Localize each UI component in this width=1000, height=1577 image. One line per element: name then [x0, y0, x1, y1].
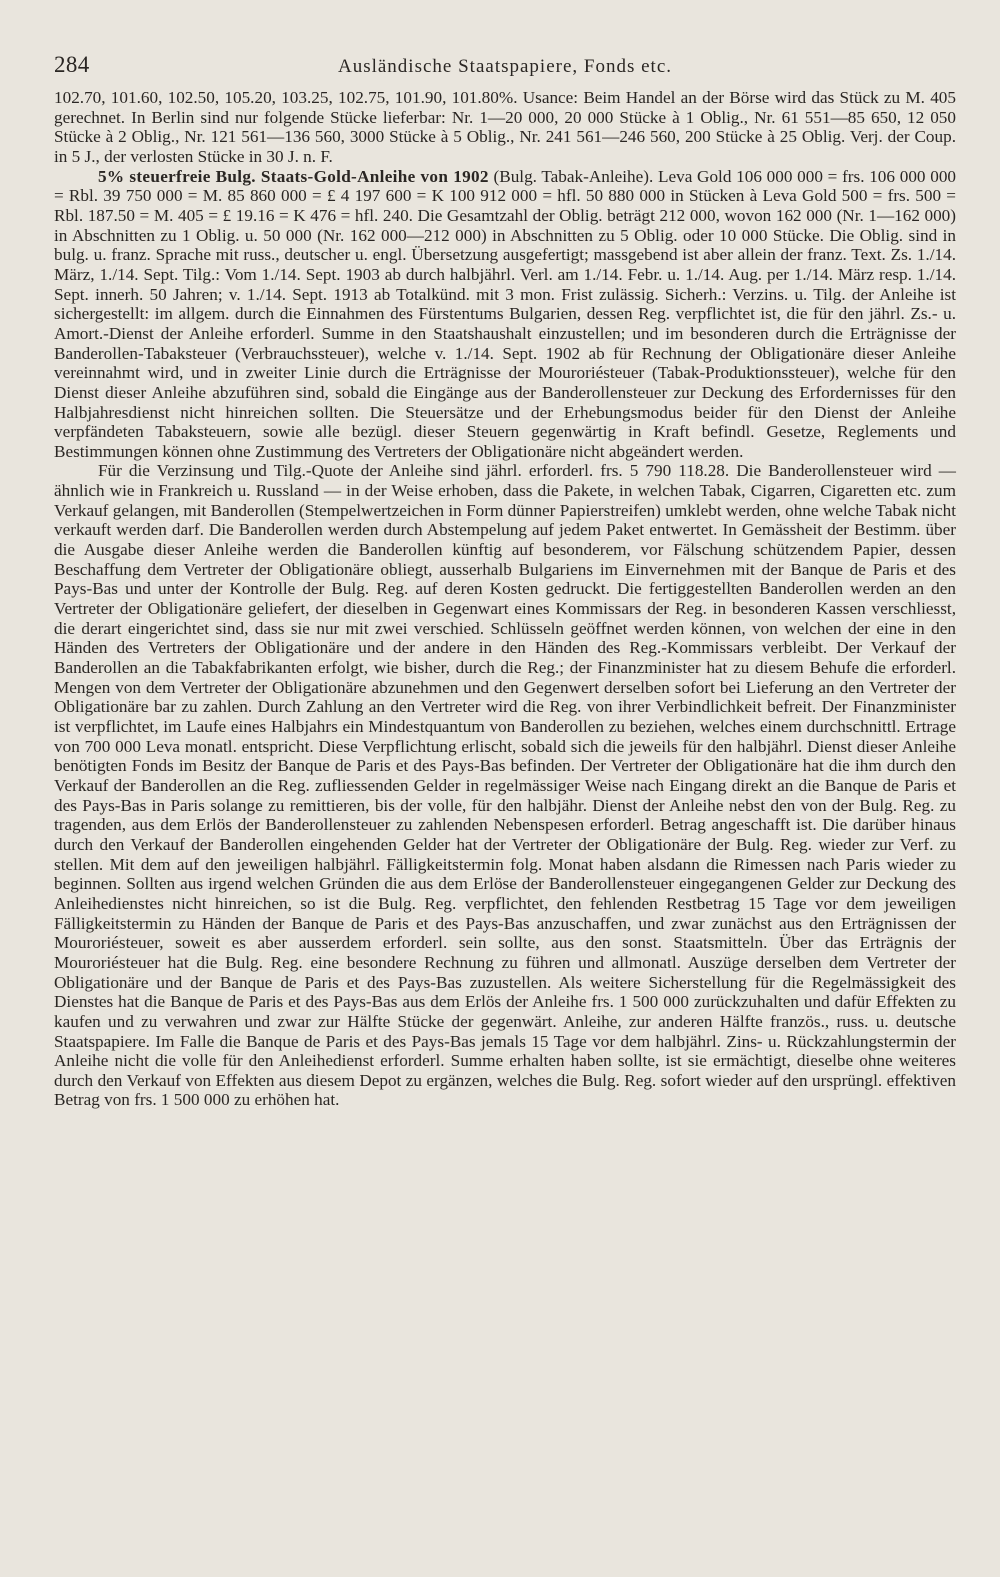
paragraph-bond-entry — [54, 167, 956, 462]
page-body — [54, 88, 956, 1110]
bond-entry-text: (Bulg. Tabak-Anleihe). Leva Gold 106 000 000 = frs. 106 000 000 = Rbl. 39 750 000 = M. 85 860 000 = £ 4 197 600 = K 100 912 000 = hfl. 50 880 000 in Stücken à Leva Gold 500 = frs. 500 = Rbl. 187.50 = M. 405 = £ 19.16 = K 476 = hfl. 240. Die Gesamtzahl der Oblig. beträgt 212 000, wovon 162 000 (Nr. 1—162 000) in Abschnitten zu 1 Oblig. u. 50 000 (Nr. 162 000—212 000) in Abschnitten zu 5 Oblig. oder 10 000 Stücke. Die Oblig. sind in bulg. u. franz. Sprache mit russ., deutscher u. engl. Übersetzung ausgefertigt; massgebend ist aber allein der franz. Text. Zs. 1./14. März, 1./14. Sept. Tilg.: Vom 1./14. Sept. 1903 ab durch halbjährl. Verl. am 1./14. Febr. u. 1./14. Aug. per 1./14. März resp. 1./14. Sept. innerh. 50 Jahren; v. 1./14. Sept. 1913 ab Totalkünd. mit 3 mon. Frist zulässig. Sicherh.: Verzins. u. Tilg. der Anleihe ist sichergestellt: im allgem. durch die Einnahmen des Fürstentums Bulgarien, dessen Reg. verpflichtet ist, die für den jährl. Zs.- u. Amort.-Dienst der Anleihe erforderl. Summe in den Staatshaushalt einzustellen; und im besonderen durch die Erträgnisse der Banderollen-Tabaksteuer (Verbrauchssteuer), welche v. 1./14. Sept. 1902 ab für Rechnung der Obligationäre dieser Anleihe vereinnahmt wird, und in zweiter Linie durch die Erträgnisse der Mouroriésteuer (Tabak-Produktionssteuer), welche für den Dienst dieser Anleihe abzuführen sind, sobald die Eingänge aus der Banderollensteuer zur Deckung des Erfordernisses für den Halbjahresdienst nicht hinreichen sollten. Die Steuersätze und der Erhebungsmodus beider für den Dienst der Anleihe verpfändeten Tabaksteuern, sowie alle bezügl. dieser Steuern gegenwärtig in Kraft befindl. Gesetze, Reglements und Bestimmungen können ohne Zustimmung des Vertreters der Obligationäre nicht abgeändert werden. — [54, 166, 957, 461]
paragraph-continuation: 102.70, 101.60, 102.50, 105.20, 103.25, 102.75, 101.90, 101.80%. Usance: Beim Handel an der Börse wird das Stück zu M. 405 gerechnet. In Berlin sind nur folgende Stücke lieferbar: Nr. 1—20 000, 20 000 Stücke à 1 Oblig., Nr. 61 551—85 650, 12 050 Stücke à 2 Oblig., Nr. 121 561—136 560, 3000 Stücke à 5 Oblig., Nr. 241 561—246 560, 200 Stücke à 25 Oblig. Verj. der Coup. in 5 J., der verlosten Stücke in 30 J. n. F. — [54, 88, 956, 166]
bond-entry-heading: 5% steuerfreie Bulg. Staats-Gold-Anleihe von 1902 — [98, 166, 489, 186]
paragraph-banderole-tax: Für die Verzinsung und Tilg.-Quote der Anleihe sind jährl. erforderl. frs. 5 790 118.28. Die Banderollensteuer wird — ähnlich wie in Frankreich u. Russland — in der Weise erhoben, dass die Pakete, in welchen Tabak, Cigarren, Cigaretten etc. zum Verkauf gelangen, mit Banderollen (Stempelwertzeichen in Form dünner Papierstreifen) umklebt werden, ohne welche Tabak nicht verkauft werden darf. Die Banderollen werden durch Abstempelung auf jedem Paket entwertet. In Gemässheit der Bestimm. über die Ausgabe dieser Anleihe werden die Banderollen künftig auf besonderem, vor Fälschung schützendem Papier, dessen Beschaffung dem Vertreter der Obligationäre obliegt, ausserhalb Bulgariens im Einvernehmen mit der Banque de Paris et des Pays-Bas und unter der Kontrolle der Bulg. Reg. auf deren Kosten gedruckt. Die fertiggestellten Banderollen werden an den Vertreter der Obligationäre geliefert, der dieselben in Gegenwart eines Kommissars der Reg. in besonderen Kassen verschliesst, die derart eingerichtet sind, dass sie nur mit zwei verschied. Schlüsseln geöffnet werden können, von welchen der eine in den Händen des Vertreters der Obligationäre und der andere in den Händen des Reg.-Kommissars verbleibt. Der Verkauf der Banderollen an die Tabakfabrikanten erfolgt, wie bisher, durch die Reg.; der Finanzminister hat zu diesem Behufe die erforderl. Mengen von dem Vertreter der Obligationäre abzunehmen und den Gegenwert derselben sofort bei Lieferung an den Vertreter der Obligationäre bar zu zahlen. Durch Zahlung an den Vertreter wird die Reg. von ihrer Verbindlichkeit befreit. Der Finanzminister ist verpflichtet, im Laufe eines Halbjahrs ein Mindestquantum von Banderollen zu beziehen, welches einem durchschnittl. Ertrage von 700 000 Leva monatl. entspricht. Diese Verpflichtung erlischt, sobald sich die jeweils für den halbjährl. Dienst dieser Anleihe benötigten Fonds im Besitz der Banque de Paris et des Pays-Bas befinden. Der Vertreter der Obligationäre hat die ihm durch den Verkauf der Banderollen an die Reg. zufliessenden Gelder in regelmässiger Weise nach Eingang direkt an die Banque de Paris et des Pays-Bas in Paris solange zu remittieren, bis der volle, für den halbjähr. Dienst der Anleihe nebst den von der Bulg. Reg. zu tragenden, aus dem Erlös der Banderollensteuer zu zahlenden Nebenspesen erforderl. Betrag angeschafft ist. Die darüber hinaus durch den Verkauf der Banderollen eingehenden Gelder hat der Vertreter der Obligationäre der Bulg. Reg. wieder zur Verf. zu stellen. Mit dem auf den jeweiligen halbjährl. Fälligkeitstermin folg. Monat haben alsdann die Rimessen nach Paris wieder zu beginnen. Sollten aus irgend welchen Gründen die aus dem Erlöse der Banderollensteuer eingegangenen Gelder zur Deckung des Anleihedienstes nicht hinreichen, so ist die Bulg. Reg. verpflichtet, den fehlenden Restbetrag 15 Tage vor dem jeweiligen Fälligkeitstermin zu Händen der Banque de Paris et des Pays-Bas anzuschaffen, und zwar zunächst aus den Erträgnissen der Mouroriésteuer, soweit es aber ausserdem erforderl. sein sollte, aus den sonst. Staatsmitteln. Über das Erträgnis der Mouroriésteuer hat die Bulg. Reg. eine besondere Rechnung zu führen und allmonatl. Auszüge derselben dem Vertreter der Obligationäre und der Banque de Paris et des Pays-Bas zuzustellen. Als weitere Sicherstellung für die Regelmässigkeit des Dienstes hat die Banque de Paris et des Pays-Bas aus dem Erlös der Anleihe frs. 1 500 000 zurückzuhalten und dafür Effekten zu kaufen und zu verwahren und zwar zur Hälfte Stücke der gegenwärt. Anleihe, zur anderen Hälfte französ., russ. u. deutsche Staatspapiere. Im Falle die Banque de Paris et des Pays-Bas jemals 15 Tage vor dem halbjährl. Zins- u. Rückzahlungstermin der Anleihe nicht die volle für den Anleihedienst erforderl. Summe erhalten haben sollte, ist sie ermächtigt, dieselbe ohne weiteres durch den Verkauf von Effekten aus diesem Depot zu ergänzen, welches die Bulg. Reg. sofort wieder auf den ursprüngl. effektiven Betrag von frs. 1 500 000 zu erhöhen hat. — [54, 461, 956, 1110]
running-title: Ausländische Staatspapiere, Fonds etc. — [337, 56, 672, 77]
page-number: 284 — [54, 52, 90, 77]
page-header — [54, 48, 956, 82]
